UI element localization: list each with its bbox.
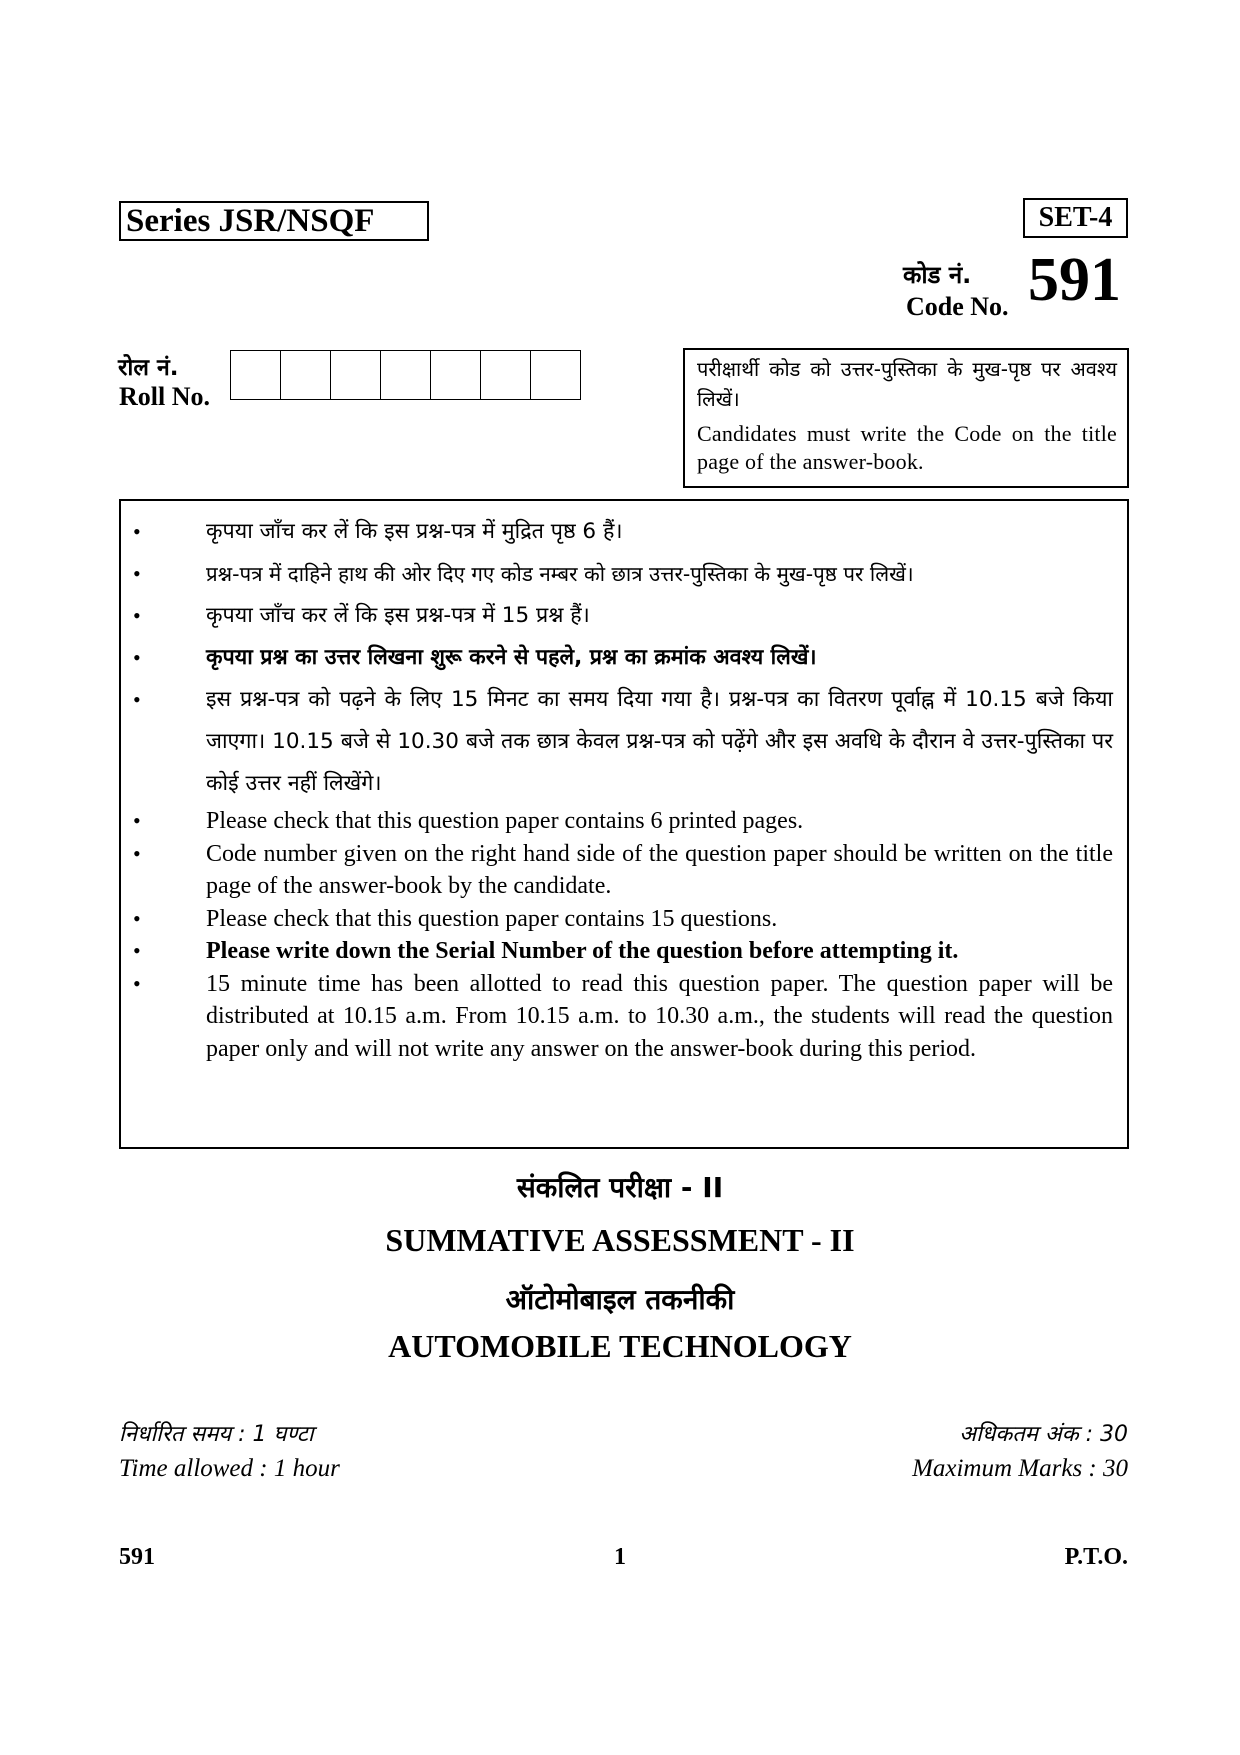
instructions-box [119, 499, 1129, 1149]
instruction-text: कृपया प्रश्न का उत्तर लिखना शुरू करने से पहले, प्रश्न का क्रमांक अवश्य लिखें। [206, 645, 817, 670]
instruction-item [133, 903, 1113, 936]
time-allowed-hindi: निर्धारित समय : 1 घण्टा [119, 1422, 314, 1447]
instruction-text: Please check that this question paper contains 6 printed pages. [206, 808, 804, 834]
subject-title-hindi: ऑटोमोबाइल तकनीकी [505, 1283, 735, 1316]
instruction-item [133, 968, 1113, 1066]
instruction-text: Code number given on the right hand side of the question paper should be written on the title page of the answer-book by the candidate. [206, 840, 1113, 899]
roll-number-cell[interactable] [531, 350, 581, 400]
roll-label-english: Roll No. [119, 382, 210, 411]
instruction-item [133, 838, 1113, 903]
max-marks-hindi: अधिकतम अंक : 30 [959, 1422, 1128, 1447]
time-allowed-english: Time allowed : 1 hour [119, 1455, 340, 1482]
set-label: SET-4 [1023, 198, 1128, 238]
bullet-icon: • [133, 938, 141, 963]
instruction-text: 15 minute time has been allotted to read this question paper. The question paper will be distributed at 10.15 a.m. From 10.15 a.m. to 10.30 a.m., the students will read the question paper only and will not write any answer on the answer-book during this period. [206, 970, 1113, 1062]
instruction-item [133, 637, 1113, 679]
code-number: 591 [1028, 246, 1121, 314]
instruction-item [133, 553, 1113, 595]
series-label: Series JSR/NSQF [119, 201, 429, 241]
candidate-note-english: Candidates must write the Code on the title page of the answer-book. [697, 421, 1117, 474]
roll-number-cell[interactable] [481, 350, 531, 400]
instruction-text: Please write down the Serial Number of the question before attempting it. [206, 938, 959, 964]
subject-title-english: AUTOMOBILE TECHNOLOGY [388, 1328, 852, 1364]
bullet-icon: • [133, 905, 141, 931]
instruction-item [133, 935, 1113, 968]
bullet-icon: • [133, 808, 141, 833]
footer-code: 591 [119, 1544, 155, 1570]
bullet-icon: • [133, 687, 141, 712]
bullet-icon: • [133, 645, 141, 670]
candidate-note-box [683, 348, 1129, 488]
roll-number-grid [230, 350, 581, 400]
bullet-icon: • [133, 519, 141, 544]
instruction-text: इस प्रश्न-पत्र को पढ़ने के लिए 15 मिनट का समय दिया गया है। प्रश्न-पत्र का वितरण पूर्वाह्न में 10.15 बजे किया जाएगा। 10.15 बजे से 10.30 बजे तक छात्र केवल प्रश्न-पत्र को पढ़ेंगे और इस अवधि के दौरान वे उत्तर-पुस्तिका पर कोई उत्तर नहीं लिखेंगे। [206, 687, 1113, 796]
roll-number-cell[interactable] [381, 350, 431, 400]
instruction-item [133, 511, 1113, 553]
exam-title-hindi: संकलित परीक्षा - II [516, 1171, 724, 1204]
candidate-note-hindi: परीक्षार्थी कोड को उत्तर-पुस्तिका के मुख-पृष्ठ पर अवश्य लिखें। [697, 357, 1117, 411]
instruction-text: प्रश्न-पत्र में दाहिने हाथ की ओर दिए गए कोड नम्बर को छात्र उत्तर-पुस्तिका के मुख-पृष्ठ पर लिखें। [206, 562, 914, 586]
instruction-text: कृपया जाँच कर लें कि इस प्रश्न-पत्र में मुद्रित पृष्ठ 6 हैं। [206, 519, 623, 544]
roll-number-cell[interactable] [431, 350, 481, 400]
instruction-text: कृपया जाँच कर लें कि इस प्रश्न-पत्र में 15 प्रश्न हैं। [206, 603, 590, 628]
bullet-icon: • [133, 970, 141, 996]
instruction-item [133, 805, 1113, 838]
page-number: 1 [614, 1544, 626, 1570]
code-label-english: Code No. [906, 292, 1009, 321]
max-marks-english: Maximum Marks : 30 [912, 1455, 1128, 1482]
instruction-item [133, 679, 1113, 805]
instruction-item [133, 595, 1113, 637]
instruction-text: Please check that this question paper contains 15 questions. [206, 905, 778, 932]
bullet-icon: • [133, 840, 141, 866]
code-label-hindi: कोड नं. [903, 261, 972, 289]
pto-label: P.T.O. [1064, 1544, 1128, 1570]
roll-label-hindi: रोल नं. [118, 355, 179, 381]
roll-number-cell[interactable] [331, 350, 381, 400]
roll-number-cell[interactable] [281, 350, 331, 400]
bullet-icon: • [133, 561, 141, 586]
roll-number-cell[interactable] [231, 350, 281, 400]
exam-title-english: SUMMATIVE ASSESSMENT - II [385, 1222, 855, 1258]
bullet-icon: • [133, 603, 141, 628]
